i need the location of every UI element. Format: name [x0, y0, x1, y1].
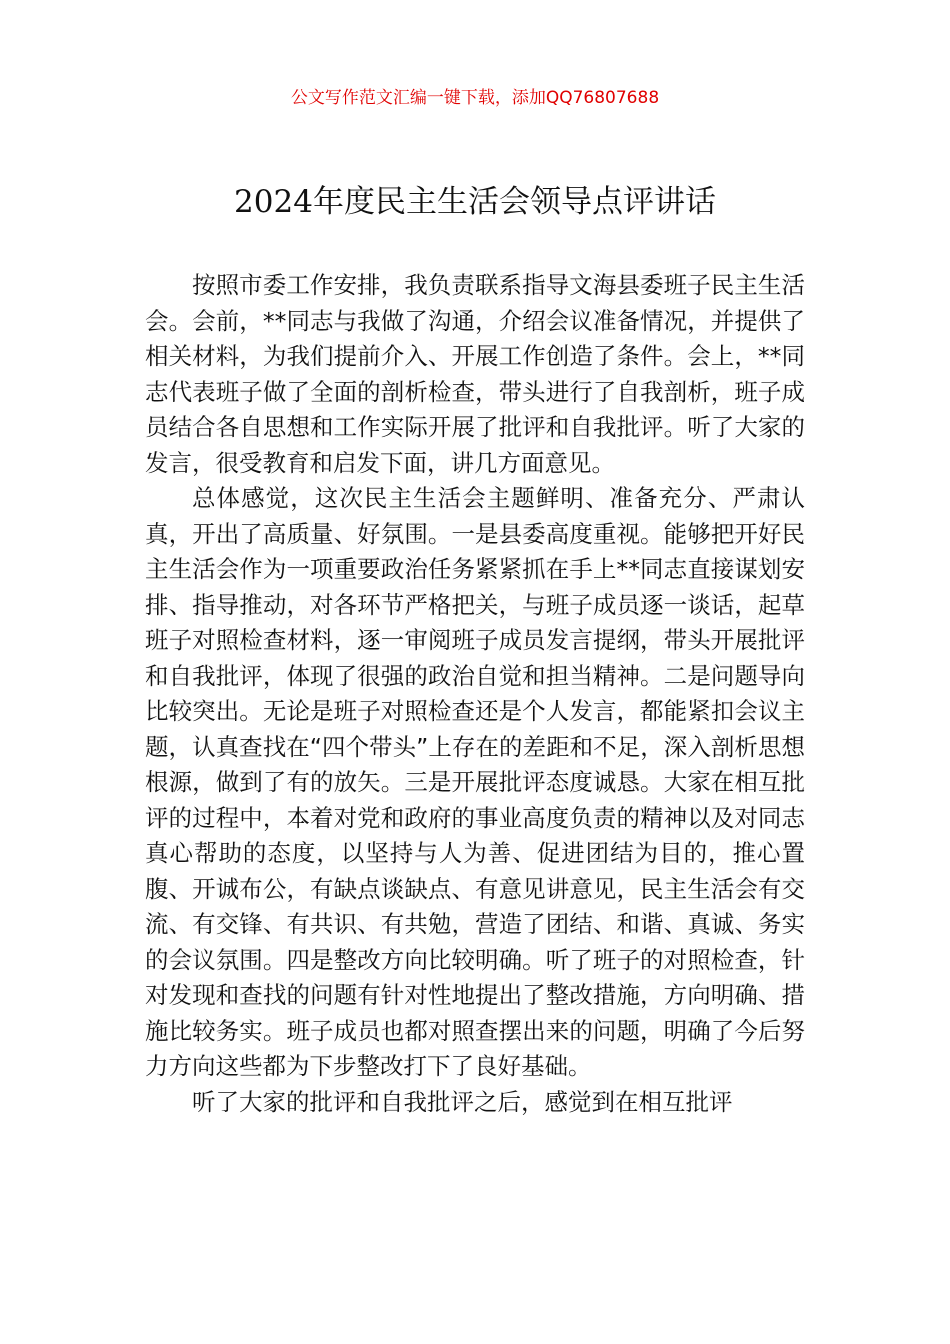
- paragraph-2: 总体感觉，这次民主生活会主题鲜明、准备充分、严肃认真，开出了高质量、好氛围。一是县委高度重视。能够把开好民主生活会作为一项重要政治任务紧紧抓在手上**同志直接谋划安排、指导推动，对各环节严格把关，与班子成员逐一谈话，起草班子对照检查材料，逐一审阅班子成员发言提纲，带头开展批评和自我批评，体现了很强的政治自觉和担当精神。二是问题导向比较突出。无论是班子对照检查还是个人发言，都能紧扣会议主题，认真查找在“四个带头”上存在的差距和不足，深入剖析思想根源，做到了有的放矢。三是开展批评态度诚恳。大家在相互批评的过程中，本着对党和政府的事业高度负责的精神以及对同志真心帮助的态度，以坚持与人为善、促进团结为目的，推心置腹、开诚布公，有缺点谈缺点、有意见讲意见，民主生活会有交流、有交锋、有共识、有共勉，营造了团结、和谐、真诚、务实的会议氛围。四是整改方向比较明确。听了班子的对照检查，针对发现和查找的问题有针对性地提出了整改措施，方向明确、措施比较务实。班子成员也都对照查摆出来的问题，明确了今后努力方向这些都为下步整改打下了良好基础。: [145, 484, 805, 1080]
- paragraph-1: 按照市委工作安排，我负责联系指导文海县委班子民主生活会。会前，**同志与我做了沟通，介绍会议准备情况，并提供了相关材料，为我们提前介入、开展工作创造了条件。会上，**同志代表班子做了全面的剖析检查，带头进行了自我剖析，班子成员结合各自思想和工作实际开展了批评和自我批评。听了大家的发言，很受教育和启发下面，讲几方面意见。: [145, 271, 805, 477]
- document-body: [145, 268, 805, 1120]
- promo-header-text: 公文写作范文汇编一键下载，添加QQ76807688: [290, 88, 660, 108]
- paragraph-3: 听了大家的批评和自我批评之后，感觉到在相互批评: [192, 1087, 733, 1116]
- document-title: 2024年度民主生活会领导点评讲话: [234, 184, 716, 220]
